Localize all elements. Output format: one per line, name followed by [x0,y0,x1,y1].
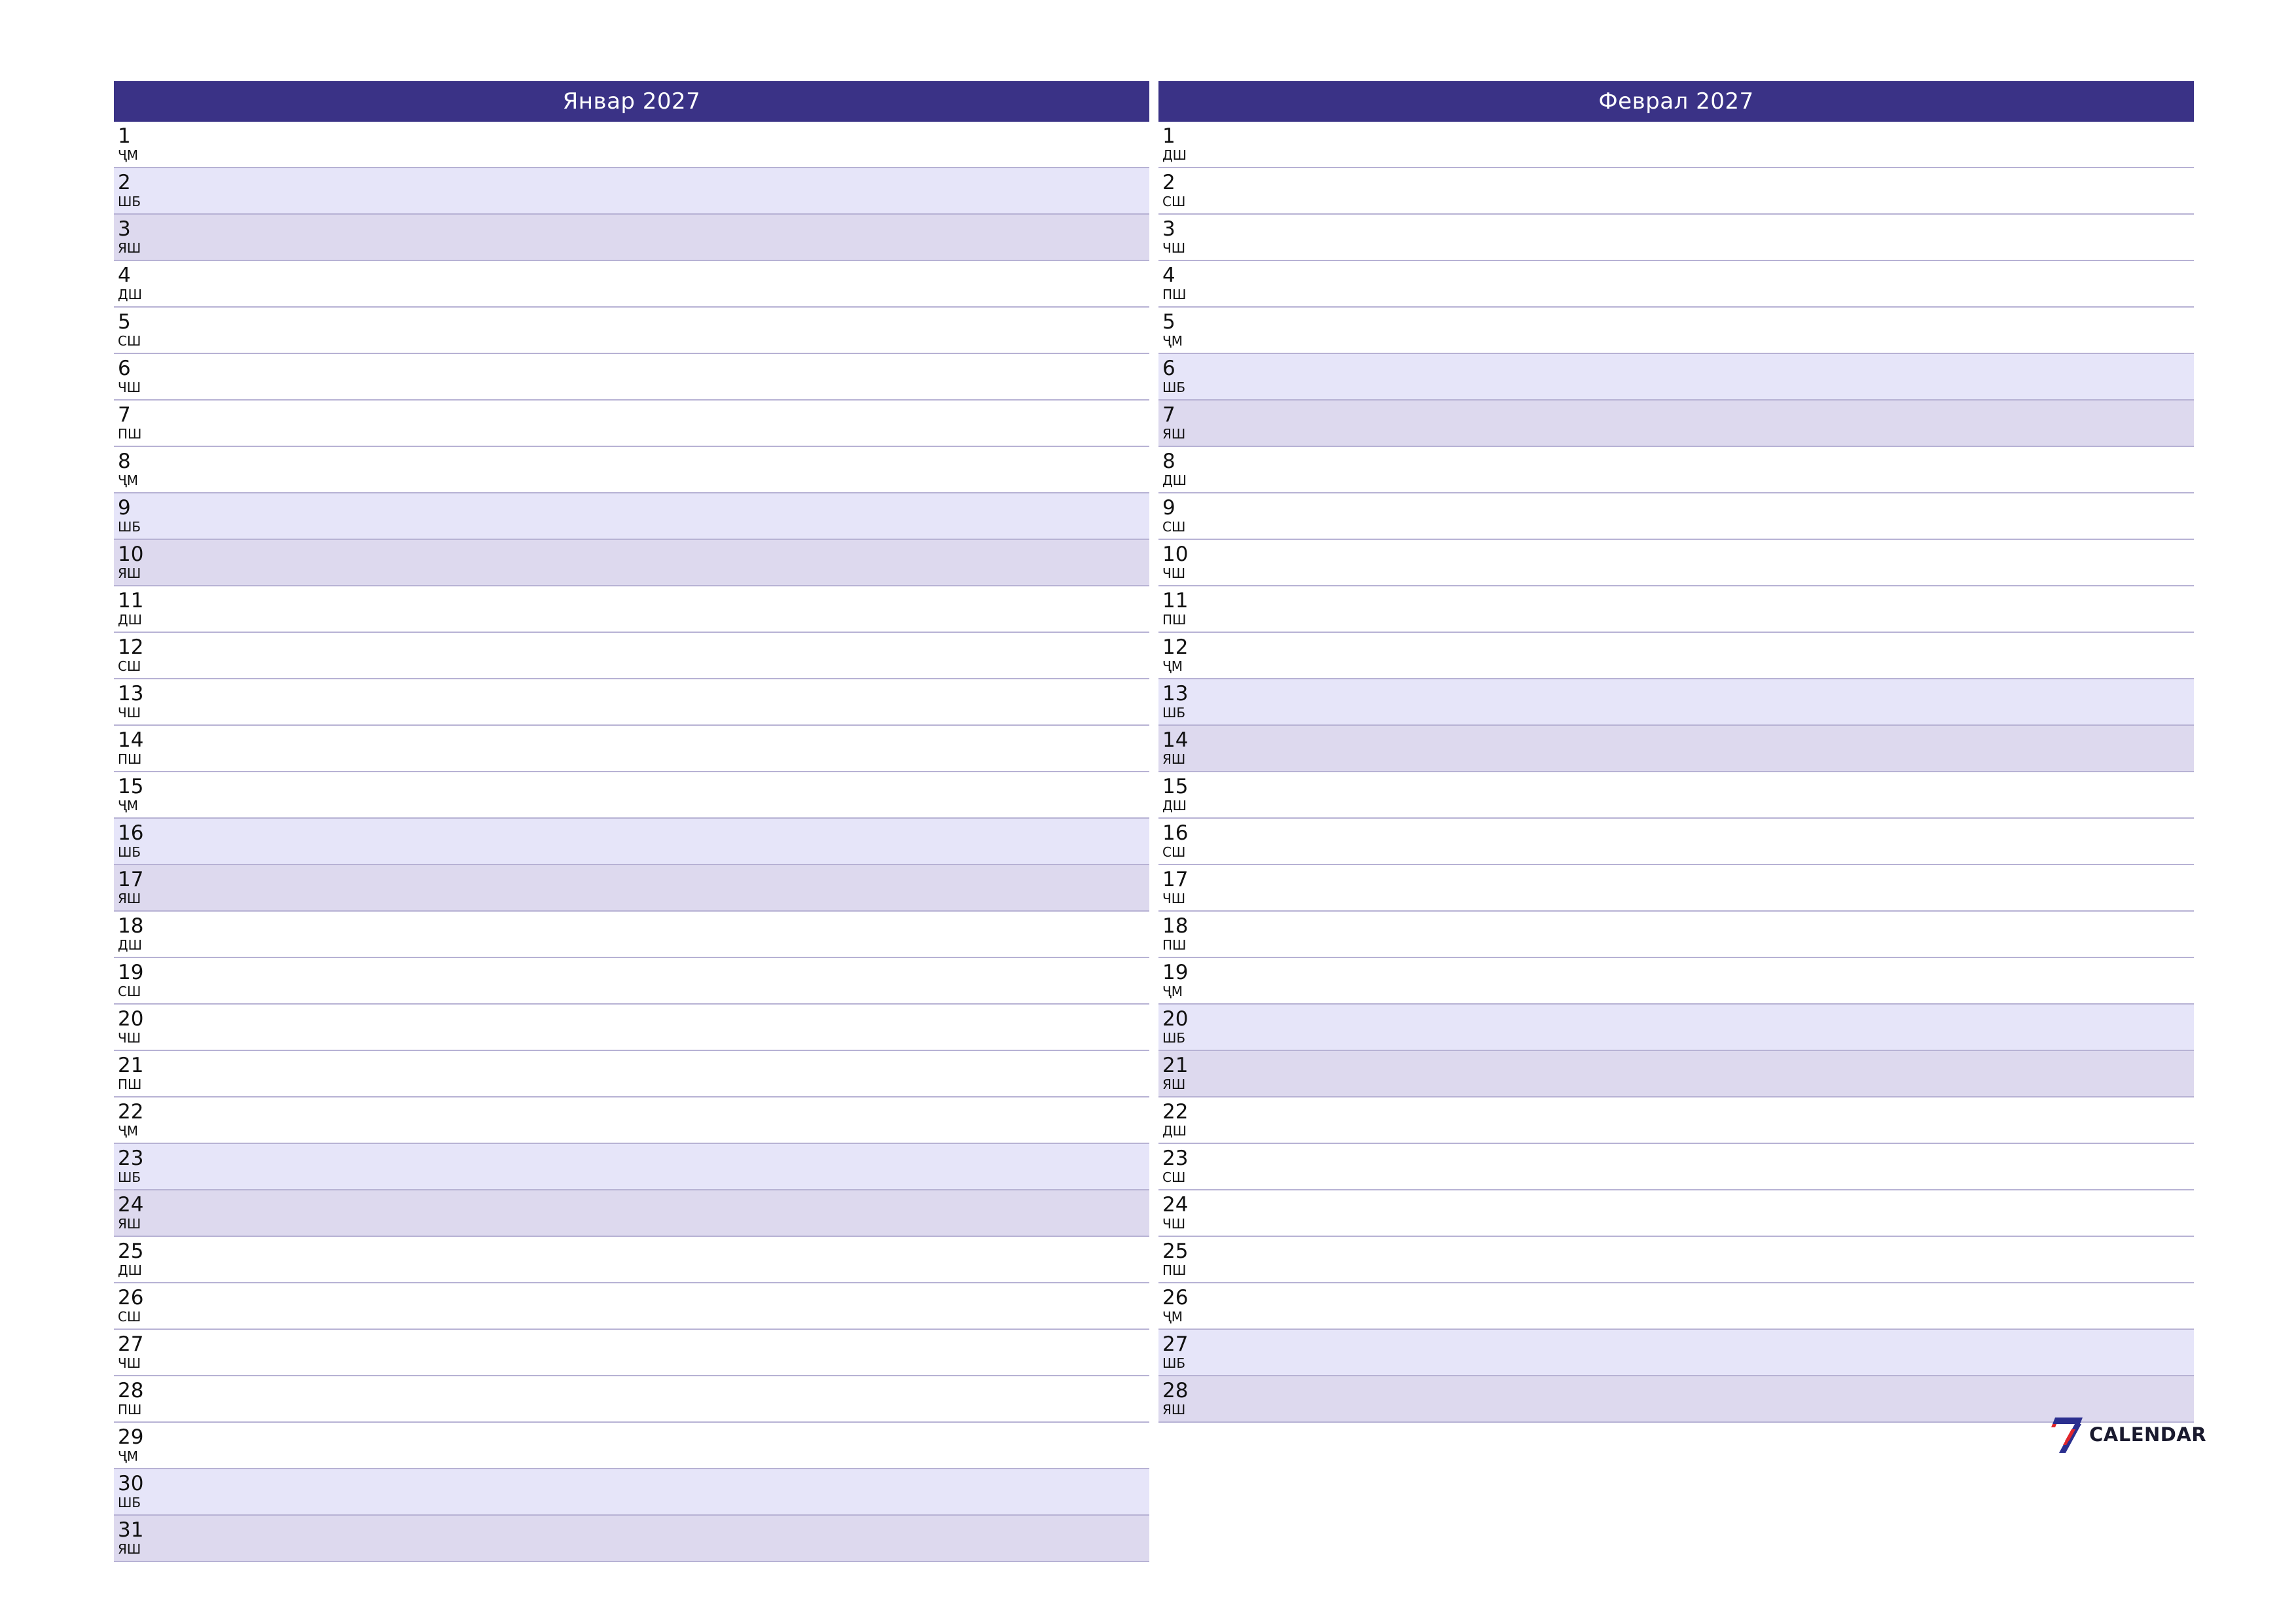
day-number: 19 [1162,961,1189,984]
day-number: 14 [118,728,144,752]
day-number: 7 [118,403,131,427]
day-number: 24 [118,1193,144,1217]
day-row [1158,447,2194,493]
day-row [114,1097,1149,1144]
seven-logo-icon [2051,1415,2084,1454]
day-row [114,401,1149,447]
day-number: 6 [1162,357,1175,380]
day-number: 11 [1162,589,1189,613]
weekday-label: ҶМ [1162,658,1183,674]
weekday-label: ШБ [1162,1355,1186,1371]
calendar-logo [2051,1415,2206,1454]
weekday-label: ҶМ [118,1123,138,1139]
day-number: 14 [1162,728,1189,752]
day-row [114,168,1149,215]
day-row [114,586,1149,633]
weekday-label: СШ [118,1309,141,1325]
day-number: 11 [118,589,144,613]
weekday-label: СШ [1162,194,1186,209]
weekday-label: ШБ [118,194,141,209]
weekday-label: СШ [1162,844,1186,860]
month-title: Феврал 2027 [1158,81,2194,122]
weekday-label: ДШ [118,287,143,302]
day-number: 25 [1162,1240,1189,1263]
day-number: 23 [1162,1147,1189,1170]
weekday-label: ШБ [1162,705,1186,721]
weekday-label: ПШ [1162,287,1187,302]
day-row [1158,308,2194,354]
weekday-label: ЧШ [118,705,141,721]
weekday-label: СШ [1162,1169,1186,1185]
day-number: 5 [1162,310,1175,334]
weekday-label: ПШ [118,426,142,442]
day-row [114,354,1149,401]
day-row [114,1423,1149,1469]
day-number: 12 [118,635,144,659]
weekday-label: ҶМ [118,473,138,488]
weekday-label: ЧШ [118,380,141,395]
weekday-label: ДШ [1162,1123,1187,1139]
weekday-label: ДШ [1162,147,1187,163]
day-row [114,493,1149,540]
weekday-label: ҶМ [1162,984,1183,999]
day-row [114,215,1149,261]
day-number: 8 [118,450,131,473]
day-row [114,772,1149,819]
day-number: 20 [1162,1007,1189,1031]
day-row [1158,633,2194,679]
weekday-label: ШБ [1162,380,1186,395]
day-number: 19 [118,961,144,984]
weekday-label: ДШ [1162,473,1187,488]
day-number: 4 [1162,264,1175,287]
weekday-label: ДШ [118,1262,143,1278]
day-number: 18 [118,914,144,938]
month-february [1158,81,2194,1423]
weekday-label: ЯШ [1162,426,1186,442]
day-row [114,865,1149,912]
day-row [1158,261,2194,308]
day-row [114,308,1149,354]
day-number: 16 [118,821,144,845]
weekday-label: ПШ [118,1077,142,1092]
weekday-label: ҶМ [118,147,138,163]
day-list [114,122,1149,1562]
weekday-label: ЯШ [1162,751,1186,767]
day-row [1158,1051,2194,1097]
weekday-label: ЧШ [118,1355,141,1371]
weekday-label: ШБ [118,1495,141,1510]
day-row [1158,401,2194,447]
weekday-label: ШБ [118,1169,141,1185]
logo-text: CALENDAR [2089,1423,2207,1446]
day-number: 1 [1162,124,1175,148]
weekday-label: ЯШ [118,565,141,581]
weekday-label: СШ [118,984,141,999]
day-number: 15 [118,775,144,798]
day-number: 5 [118,310,131,334]
weekday-label: ШБ [118,519,141,535]
weekday-label: ДШ [118,612,143,628]
day-row [1158,1190,2194,1237]
weekday-label: ПШ [118,1402,142,1418]
day-number: 26 [118,1286,144,1310]
day-number: 15 [1162,775,1189,798]
day-row [1158,122,2194,168]
day-row [1158,354,2194,401]
weekday-label: ПШ [118,751,142,767]
weekday-label: ЯШ [118,240,141,256]
day-number: 9 [118,496,131,520]
day-number: 6 [118,357,131,380]
weekday-label: ЯШ [1162,1402,1186,1418]
day-row [1158,1330,2194,1376]
day-number: 27 [118,1332,144,1356]
day-row [1158,493,2194,540]
day-number: 29 [118,1425,144,1449]
day-row [114,1005,1149,1051]
day-row [114,1469,1149,1516]
day-row [1158,1237,2194,1283]
day-number: 25 [118,1240,144,1263]
weekday-label: СШ [118,333,141,349]
weekday-label: ШБ [1162,1030,1186,1046]
day-row [114,1376,1149,1423]
day-number: 4 [118,264,131,287]
day-number: 30 [118,1472,144,1495]
day-row [1158,1005,2194,1051]
day-row [1158,772,2194,819]
day-row [1158,1376,2194,1423]
weekday-label: ҶМ [1162,333,1183,349]
weekday-label: ЧШ [1162,1216,1186,1232]
day-number: 22 [1162,1100,1189,1124]
day-number: 21 [118,1054,144,1077]
day-row [1158,819,2194,865]
month-title: Январ 2027 [114,81,1149,122]
day-number: 17 [1162,868,1189,891]
day-row [1158,215,2194,261]
weekday-label: ПШ [1162,1262,1187,1278]
day-number: 2 [1162,171,1175,194]
day-number: 18 [1162,914,1189,938]
weekday-label: ДШ [118,937,143,953]
day-row [114,633,1149,679]
weekday-label: ЯШ [118,891,141,906]
month-january [114,81,1149,1562]
day-number: 26 [1162,1286,1189,1310]
weekday-label: ЧШ [1162,565,1186,581]
day-row [1158,1097,2194,1144]
day-number: 13 [118,682,144,705]
day-row [1158,586,2194,633]
day-number: 31 [118,1518,144,1542]
day-number: 13 [1162,682,1189,705]
day-number: 22 [118,1100,144,1124]
day-number: 28 [118,1379,144,1402]
day-row [114,540,1149,586]
day-row [114,958,1149,1005]
day-row [114,122,1149,168]
day-row [114,1190,1149,1237]
weekday-label: ҶМ [118,1448,138,1464]
day-row [114,679,1149,726]
day-row [1158,679,2194,726]
day-row [114,1237,1149,1283]
weekday-label: ДШ [1162,798,1187,813]
day-number: 9 [1162,496,1175,520]
day-row [1158,912,2194,958]
day-row [1158,865,2194,912]
weekday-label: ПШ [1162,937,1187,953]
day-row [1158,168,2194,215]
day-number: 10 [118,543,144,566]
weekday-label: ЯШ [1162,1077,1186,1092]
weekday-label: ЯШ [118,1541,141,1557]
day-row [114,1051,1149,1097]
day-number: 1 [118,124,131,148]
day-row [114,912,1149,958]
day-number: 20 [118,1007,144,1031]
day-number: 8 [1162,450,1175,473]
day-row [114,726,1149,772]
day-number: 16 [1162,821,1189,845]
weekday-label: ШБ [118,844,141,860]
day-number: 12 [1162,635,1189,659]
day-number: 24 [1162,1193,1189,1217]
day-number: 2 [118,171,131,194]
day-row [1158,726,2194,772]
day-row [1158,958,2194,1005]
weekday-label: ЧШ [1162,240,1186,256]
weekday-label: ҶМ [118,798,138,813]
day-number: 3 [1162,217,1175,241]
weekday-label: ЧШ [1162,891,1186,906]
weekday-label: СШ [118,658,141,674]
weekday-label: ҶМ [1162,1309,1183,1325]
day-row [1158,540,2194,586]
day-row [114,1330,1149,1376]
day-number: 3 [118,217,131,241]
day-number: 21 [1162,1054,1189,1077]
day-row [1158,1144,2194,1190]
day-number: 7 [1162,403,1175,427]
day-number: 27 [1162,1332,1189,1356]
weekday-label: СШ [1162,519,1186,535]
day-number: 23 [118,1147,144,1170]
day-list [1158,122,2194,1423]
weekday-label: ЧШ [118,1030,141,1046]
day-number: 28 [1162,1379,1189,1402]
day-number: 17 [118,868,144,891]
day-row [114,261,1149,308]
day-row [114,1516,1149,1562]
weekday-label: ЯШ [118,1216,141,1232]
day-row [114,447,1149,493]
day-row [114,819,1149,865]
day-row [114,1144,1149,1190]
day-row [1158,1283,2194,1330]
day-row [114,1283,1149,1330]
day-number: 10 [1162,543,1189,566]
weekday-label: ПШ [1162,612,1187,628]
